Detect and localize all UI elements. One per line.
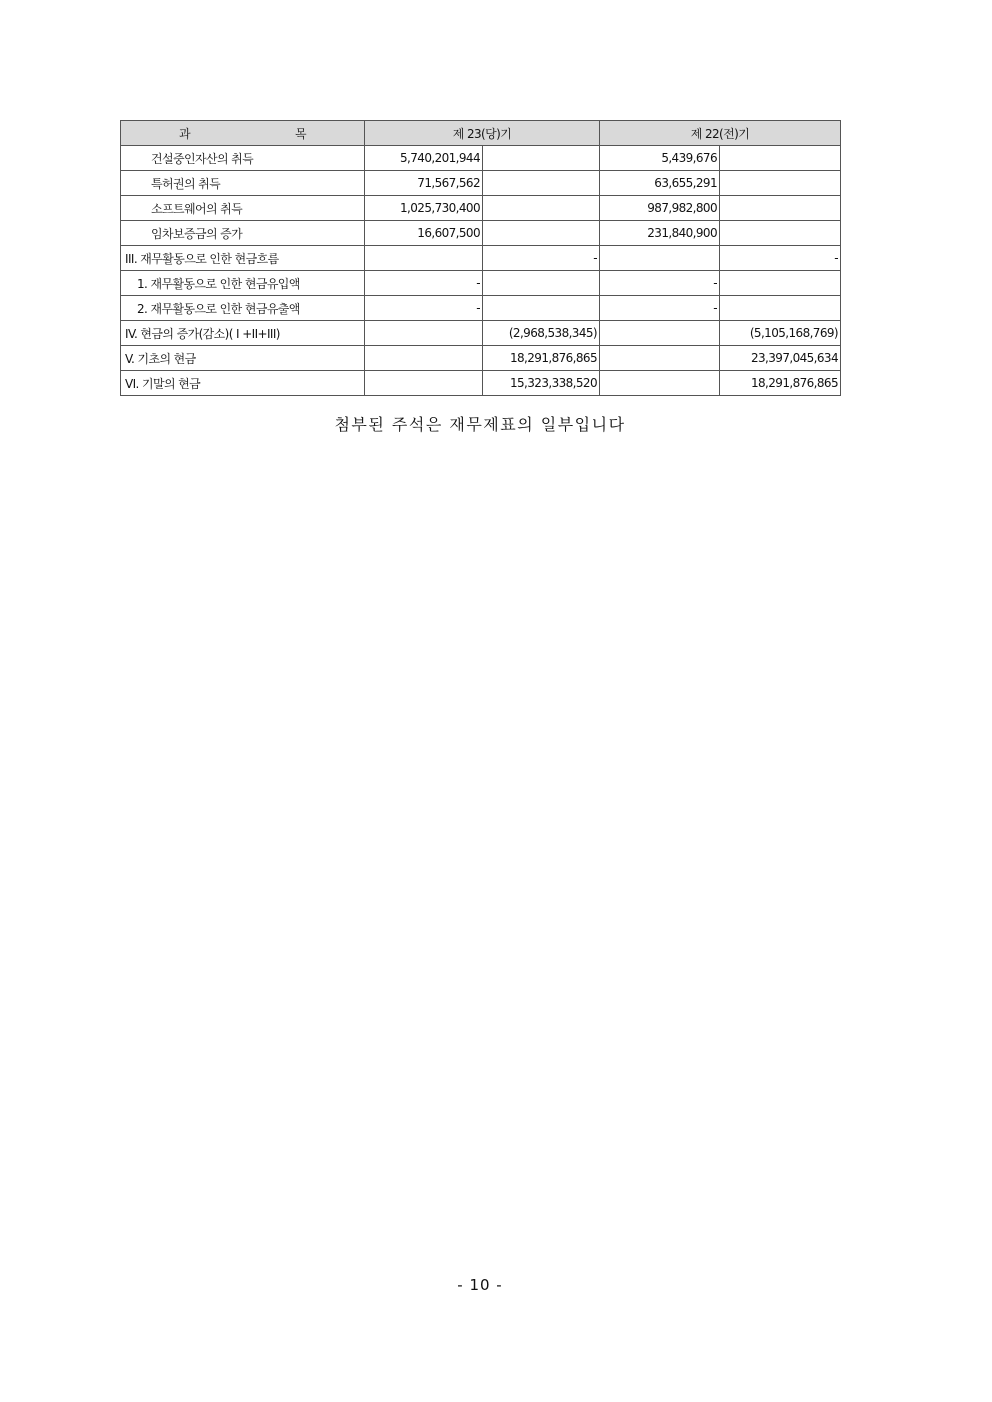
row-label: VI. 기말의 현금 [121,371,365,396]
prior-total-amount: 18,291,876,865 [720,371,841,396]
table-row [121,221,841,246]
row-label: V. 기초의 현금 [121,346,365,371]
header-subject [121,121,365,146]
current-detail-amount: - [365,271,483,296]
current-detail-amount: 16,607,500 [365,221,483,246]
table-row [121,171,841,196]
current-detail-amount [365,321,483,346]
header-prior-period: 제 22(전)기 [600,121,841,146]
page-number: - 10 - [457,1276,503,1294]
prior-detail-amount: 231,840,900 [600,221,720,246]
current-detail-amount: 71,567,562 [365,171,483,196]
current-total-amount [483,221,600,246]
table-row [121,371,841,396]
prior-total-amount: (5,105,168,769) [720,321,841,346]
current-total-amount: 18,291,876,865 [483,346,600,371]
prior-total-amount [720,221,841,246]
row-label: 소프트웨어의 취득 [121,196,365,221]
prior-detail-amount: 5,439,676 [600,146,720,171]
table-row [121,346,841,371]
row-label: III. 재무활동으로 인한 현금흐름 [121,246,365,271]
prior-detail-amount [600,371,720,396]
table-row [121,271,841,296]
prior-total-amount: 23,397,045,634 [720,346,841,371]
row-label: 특허권의 취득 [121,171,365,196]
current-total-amount [483,296,600,321]
current-total-amount: 15,323,338,520 [483,371,600,396]
current-detail-amount [365,346,483,371]
current-detail-amount [365,371,483,396]
prior-total-amount [720,171,841,196]
cash-flow-table [120,120,841,396]
current-total-amount: - [483,246,600,271]
prior-detail-amount: - [600,296,720,321]
row-label: 2. 재무활동으로 인한 현금유출액 [121,296,365,321]
current-detail-amount: - [365,296,483,321]
current-total-amount: (2,968,538,345) [483,321,600,346]
current-detail-amount: 1,025,730,400 [365,196,483,221]
footnote: 첨부된 주석은 재무제표의 일부입니다 [334,415,626,434]
prior-total-amount [720,296,841,321]
row-label: 건설중인자산의 취득 [121,146,365,171]
current-total-amount [483,196,600,221]
current-total-amount [483,146,600,171]
prior-total-amount [720,146,841,171]
prior-total-amount: - [720,246,841,271]
prior-detail-amount: 987,982,800 [600,196,720,221]
table-header-row [121,121,841,146]
table-row [121,246,841,271]
header-current-period: 제 23(당)기 [365,121,600,146]
prior-detail-amount: - [600,271,720,296]
prior-detail-amount: 63,655,291 [600,171,720,196]
prior-total-amount [720,196,841,221]
table-row [121,146,841,171]
table-row [121,296,841,321]
current-detail-amount: 5,740,201,944 [365,146,483,171]
current-total-amount [483,271,600,296]
prior-total-amount [720,271,841,296]
prior-detail-amount [600,346,720,371]
row-label: IV. 현금의 증가(감소)( I +II+III) [121,321,365,346]
prior-detail-amount [600,321,720,346]
current-total-amount [483,171,600,196]
table-row [121,321,841,346]
current-detail-amount [365,246,483,271]
row-label: 1. 재무활동으로 인한 현금유입액 [121,271,365,296]
prior-detail-amount [600,246,720,271]
table-row [121,196,841,221]
header-subject-left: 과 [179,126,190,141]
row-label: 임차보증금의 증가 [121,221,365,246]
header-subject-right: 목 [295,126,306,141]
